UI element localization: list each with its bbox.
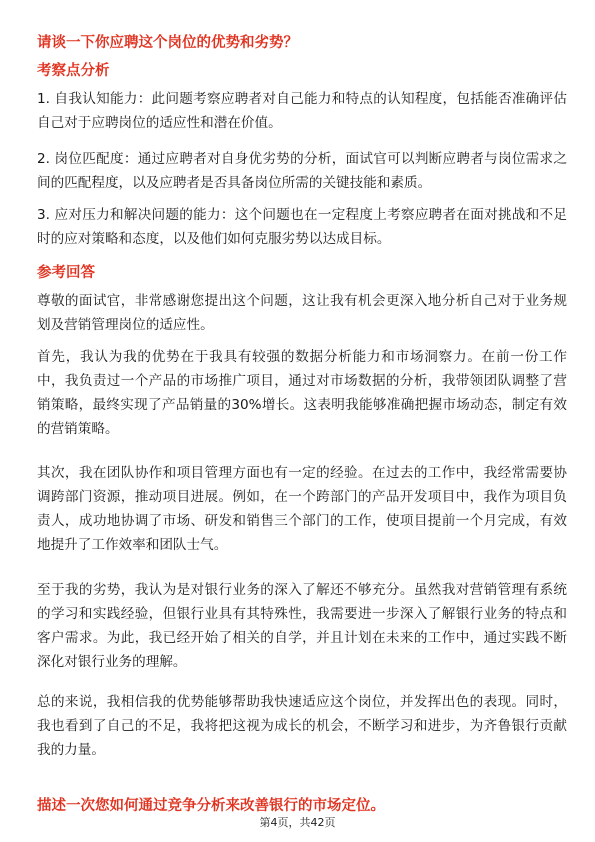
- answer-paragraph: 其次，我在团队协作和项目管理方面也有一定的经验。在过去的工作中，我经常需要协调跨部门资源，推动项目进展。例如，在一个跨部门的产品开发项目中，我作为项目负责人，成功地协调了市场、研发和销售三个部门的工作，使项目提前一个月完成，有效地提升了工作效率和团队士气。: [37, 465, 567, 553]
- next-question-title: 描述一次您如何通过竞争分析来改善银行的市场定位。: [37, 798, 385, 814]
- answer-paragraph: 首先，我认为我的优势在于我具有较强的数据分析能力和市场洞察力。在前一份工作中，我负责过一个产品的市场推广项目，通过对市场数据的分析，我带领团队调整了营销策略，最终实现了产品销量的30%增长。这表明我能够准确把握市场动态，制定有效的营销策略。: [37, 349, 567, 437]
- answer-heading: 参考回答: [37, 265, 95, 281]
- page-number-footer: 第4页，共42页: [259, 816, 336, 829]
- analysis-point: 3. 应对压力和解决问题的能力：这个问题也在一定程度上考察应聘者在面对挑战和不足时的应对策略和态度，以及他们如何克服劣势以达成目标。: [37, 207, 567, 247]
- analysis-heading: 考察点分析: [37, 63, 110, 79]
- answer-paragraph: 尊敬的面试官，非常感谢您提出这个问题，这让我有机会更深入地分析自己对于业务规划及营销管理岗位的适应性。: [37, 293, 567, 333]
- answer-paragraph: 总的来说，我相信我的优势能够帮助我快速适应这个岗位，并发挥出色的表现。同时，我也看到了自己的不足，我将把这视为成长的机会，不断学习和进步，为齐鲁银行贡献我的力量。: [37, 694, 567, 758]
- analysis-point: 2. 岗位匹配度：通过应聘者对自身优劣势的分析，面试官可以判断应聘者与岗位需求之间的匹配程度，以及应聘者是否具备岗位所需的关键技能和素质。: [37, 151, 567, 191]
- analysis-point: 1. 自我认知能力：此问题考察应聘者对自己能力和特点的认知程度，包括能否准确评估自己对于应聘岗位的适应性和潜在价值。: [37, 91, 567, 131]
- question-title: 请谈一下你应聘这个岗位的优势和劣势？: [37, 35, 298, 51]
- answer-paragraph: 至于我的劣势，我认为是对银行业务的深入了解还不够充分。虽然我对营销管理有系统的学习和实践经验，但银行业具有其特殊性，我需要进一步深入了解银行业务的特点和客户需求。为此，我已经开始了相关的自学，并且计划在未来的工作中，通过实践不断深化对银行业务的理解。: [37, 582, 567, 670]
